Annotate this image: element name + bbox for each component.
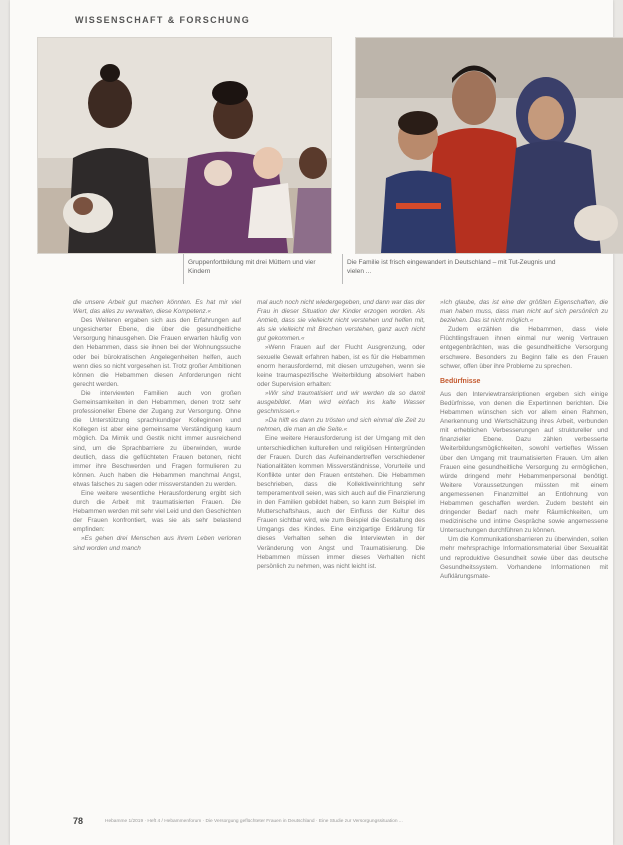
paragraph: »Wir sind traumatisiert und wir werden da so damit ausgebildet. Man wird einfach ins kalte Wasser geschmissen.« — [257, 389, 425, 416]
paragraph: »Ich glaube, das ist eine der größten Eigenschaften, die man haben muss, dass man nicht auf sich persönlich zu beziehen. Das ist nicht möglich.« — [440, 299, 608, 325]
paragraph: Die interviewten Familien auch von großen Gemeinsamkeiten in den Hebammen, denen trotz sehr professioneller Ebene der Zugang zur Versorgung. Ohne die Unterstützung sprachkundiger Kolleginnen und Kollegen ist aber eine gemeinsame Verständigung kaum möglich. Da Mimik und Gestik nicht immer ausreichend sind, um die Sprachbarriere zu überwinden, wurde deutlich, dass die geflüchteten Frauen betonen, nicht immer ihre Beschwerden und Fragen formulieren zu können. Auch haben die Hebammen manchmal Angst, etwas falsches zu sagen oder missverstanden zu werden. — [73, 389, 241, 488]
photo-mothers-with-babies — [37, 37, 332, 254]
paragraph: mal auch noch nicht wiedergegeben, und dann war das der Frau in dieser Situation der Kinder erzogen worden. Als Antrieb, dass sie vielleicht nicht verstehen und helfen mit, als sie vielleicht mit Brechen verstehen, ganz auch nicht gut gekommen.« — [257, 299, 425, 343]
footer-text: Hebamme 1/2019 · Heft 4 / Hebammenforum · Die Versorgung geflüchteter Frauen in Deutschland · Eine Studie zur Versorgungssituation ... — [105, 819, 403, 824]
section-label: WISSENSCHAFT & FORSCHUNG — [75, 15, 251, 25]
paragraph: »Da hilft es dann zu trösten und sich einmal die Zeit zu nehmen, die man an die Seite.« — [257, 417, 425, 434]
paragraph: Des Weiteren ergaben sich aus den Erfahrungen auf ungesicherter Ebene, die über die gesundheitliche Versorgung hinausgehen. Die Frauen erwarten häufig von den Hebammen, dass sie ihnen bei der Wohnungssuche oder bei bürokratischen Angelegenheiten helfen, auch wenn dies so nicht vorgesehen ist. Trotz großer Ambitionen können die Hebammen diesen Anforderungen nicht gerecht werden. — [73, 317, 241, 388]
paragraph: Um die Kommunikationsbarrieren zu überwinden, sollen mehr mehrsprachige Informationsmaterial über Sexualität und reproduktive Gesundheit sowie über das deutsche Gesundheitssystem. Vorhandene Informationen mit Aufklärungsmate- — [440, 536, 608, 580]
photo-family-illustration — [356, 38, 623, 253]
magazine-page — [10, 0, 613, 845]
paragraph: Zudem erzählen die Hebammen, dass viele Flüchtlingsfrauen ihnen einmal nur wenig Vertrauen entgegenbrächten, was die gesundheitliche Versorgung erschwere. Besonders zu Beginn falle es den Frauen schwer, offen über ihre Probleme zu sprechen. — [440, 326, 608, 370]
paragraph: »Es gehen drei Menschen aus ihrem Leben verloren sind worden und manch — [73, 535, 241, 552]
subheading: Bedürfnisse — [440, 377, 481, 385]
text-column-3 — [440, 298, 608, 581]
caption-right: Die Familie ist frisch eingewandert in Deutschland – mit Tut-Zeugnis und vielen ... — [347, 259, 556, 275]
paragraph: die unsere Arbeit gut machen könnten. Es hat mir viel Wert, das alles zu verwalten, diese Kompetenz.« — [73, 299, 241, 316]
paragraph: »Wenn Frauen auf der Flucht Ausgrenzung, oder sexuelle Gewalt erfahren haben, ist es für die Hebammen enorm herausfordernd, mit diesen umzugehen, wenn sie keine traumaspezifische Weiterbildung absolviert haben oder Supervision erhalten: — [257, 344, 425, 388]
caption-rule-left — [183, 254, 184, 284]
text-column-1 — [73, 298, 241, 553]
page-number: 78 — [73, 816, 84, 826]
paragraph: Aus den Interviewtranskriptionen ergeben sich einige Bedürfnisse, von denen die Expertinnen berichten. Die Hebammen wünschen sich vor allem einen Rahmen, Anerkennung und Wertschätzung ihres Arbeit, verbunden mit erheblichen Verbesserungen auf struktureller und finanzieller Ebene. Dazu zählen verbesserte Weiterbildungsmöglichkeiten, sowohl vertieftes Wissen über den Umgang mit traumatisierten Frauen. Um allen Frauen eine gesundheitliche Versorgung zu ermöglichen, würde dringend mehr Hebammenpersonal benötigt. Weitere Voraussetzungen müssten mit einem angemessenen Finanzmittel an Entlohnung von Hebammen geschaffen werden. Zudem besteht ein dringender Bedarf nach mehr Räumlichkeiten, um medizinische und intime Gespräche sowie angemessene Untersuchungen durchführen zu können. — [440, 390, 608, 535]
photo-family — [355, 37, 623, 254]
caption-rule-right — [342, 254, 343, 284]
caption-left: Gruppenfortbildung mit drei Müttern und vier Kindern — [188, 259, 316, 275]
paragraph: Eine weitere wesentliche Herausforderung ergibt sich durch die Arbeit mit traumatisierten Frauen. Die Hebammen werden mit sehr viel Leid und den Geschichten der Frauen konfrontiert, was sie als sehr belastend empfinden: — [73, 489, 241, 534]
photo-mothers-illustration — [38, 38, 331, 253]
paragraph: Eine weitere Herausforderung ist der Umgang mit den unterschiedlichen kulturellen und religiösen Hintergründen der Frauen. Durch das Aufeinandertreffen verschiedener Nationalitäten kommen Missverständnisse, Vorurteile und Konflikte unter den Frauen entstehen. Die Hebammen beschrieben, dass die Kollektiveinrichtung sehr temperamentvoll seien, was sich auch auf die Finanzierung in den Familien gebildet haben, so kann zum Beispiel im Mutterschaftshaus, auch der Einfluss der Kultur des Frauen sichtbar wird, wie zum Beispiel die Gestaltung des Umgangs des Kindes. Eine einzigartige Erklärung für dieses Verhalten sehen die Interviewten in der Veränderung von Angst und Traumatisierung. Die Hebammen müssen immer dieses Verhalten nicht persönlich zu nehmen, was nicht leicht ist. — [257, 435, 425, 570]
text-column-2 — [257, 298, 425, 571]
